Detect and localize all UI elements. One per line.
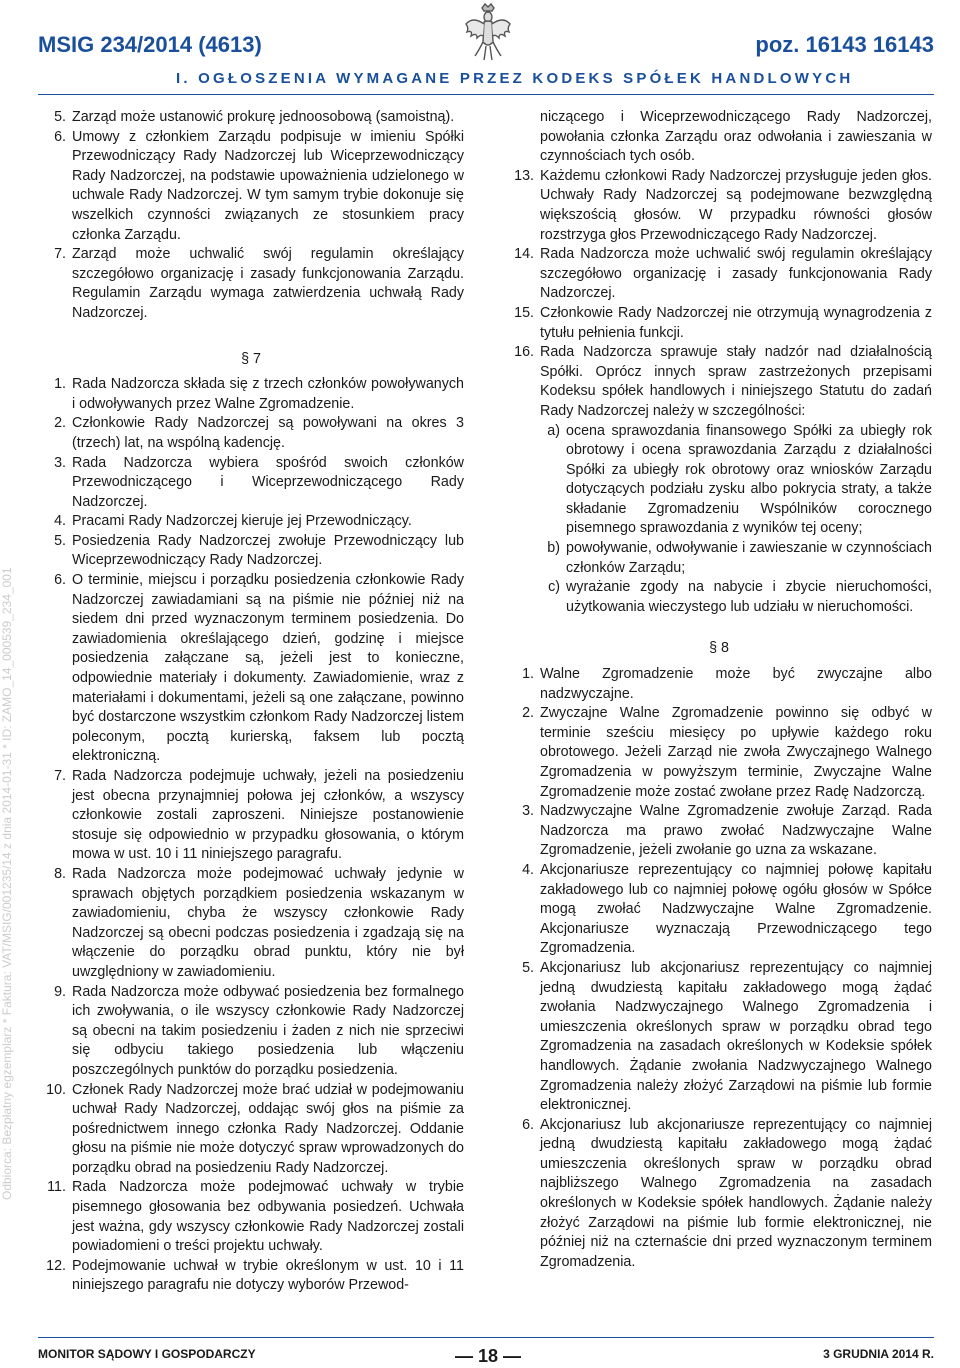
list-item-text: Zarząd może ustanowić prokurę jednoosobową (samoistną). xyxy=(72,109,455,125)
list-item xyxy=(38,983,464,1081)
sub-item-letter: b) xyxy=(547,540,560,557)
list-item-number: 14. xyxy=(514,246,534,263)
list-item-text: Akcjonariusze reprezentujący co najmniej połowę kapitału zakładowego lub co najmniej połowę ogółu głosów w Spółce mogą zwołać Nadzwyczajne Walne Zgromadzenie. Akcjonariusze wyznaczają Przewodniczącego tego Zgromadzenia. xyxy=(540,861,932,957)
list-item-number: 2. xyxy=(54,415,66,432)
list-item-text: niczącego i Wiceprzewodniczącego Rady Nadzorczej, powołania członka Zarządu oraz odwołania i zawieszania w czynnościach tych osób. xyxy=(540,109,932,165)
list-item xyxy=(38,1178,464,1256)
recipient-watermark: Odbiorca: Bezpłatny egzemplarz * Faktura: VAT/MSIG/001235/14 z dnia 2014-01-31 * ID: ZAMO_14_000539_234_001 xyxy=(0,567,14,1200)
list-item xyxy=(38,128,464,246)
paragraph-heading-8: § 8 xyxy=(709,640,729,657)
position-number: poz. 16143 16143 xyxy=(755,32,934,57)
footer-divider xyxy=(38,1337,934,1338)
sub-item-text: ocena sprawozdania finansowego Spółki za ubiegły rok obrotowy i ocena sprawozdania Zarządu z działalności Spółki za ubiegły rok obrotowy oraz wniosków Zarządu dotyczących podziału zysku albo pokrycia straty, a także składanie Zgromadzeniu Wspólników corocznego pisemnego sprawozdania z wyników tej oceny; xyxy=(566,422,932,537)
list-item xyxy=(38,1257,464,1296)
list-item-text: Nadzwyczajne Walne Zgromadzenie zwołuje Zarząd. Rada Nadzorcza ma prawo zwołać Nadzwyczajne Walne Zgromadzenie, jeżeli zwołanie go uzna za wskazane. xyxy=(540,803,932,859)
list-item-text: Posiedzenia Rady Nadzorczej zwołuje Przewodniczący lub Wiceprzewodniczący Rady Nadzorczej. xyxy=(72,532,464,569)
journal-issue: MSIG 234/2014 (4613) xyxy=(38,32,262,57)
list-item-number: 1. xyxy=(54,376,66,393)
list-item-number: 7. xyxy=(54,768,66,784)
right-column xyxy=(506,108,932,1272)
list-item-text: Rada Nadzorcza może uchwalić swój regulamin określający szczegółowo organizację i zasady funkcjonowania Rady Nadzorczej. xyxy=(540,246,932,302)
list-item-text: Każdemu członkowi Rady Nadzorczej przysługuje jeden głos. Uchwały Rady Nadzorczej są podejmowane bezwzględną większością głosów. W przypadku równości głosów rozstrzyga głos Przewodniczącego Rady Nadzorczej. xyxy=(540,167,932,243)
list-item-number: 5. xyxy=(54,532,66,549)
list-item-text: Rada Nadzorcza składa się z trzech członków powoływanych i odwoływanych przez Walne Zgromadzenie. xyxy=(72,376,464,412)
sub-item xyxy=(536,578,932,617)
list-item-continued xyxy=(506,108,932,167)
sub-item-text: powoływanie, odwoływanie i zawieszanie w czynnościach członków Zarządu; xyxy=(566,540,932,576)
sub-item xyxy=(536,422,932,540)
publication-name: MONITOR SĄDOWY I GOSPODARCZY xyxy=(38,1347,256,1361)
list-item xyxy=(38,865,464,983)
list-item-number: 11. xyxy=(47,1179,66,1196)
list-item-text: Rada Nadzorcza sprawuje stały nadzór nad działalnością Spółki. Oprócz innych spraw zastrzeżonych przepisami Kodeksu spółek handlowych i niniejszego Statutu do zadań Rady Nadzorczej należy w szczególności: xyxy=(540,344,932,419)
list-item xyxy=(38,571,464,767)
left-list-a xyxy=(38,108,464,324)
list-item-text: Podejmowanie uchwał w trybie określonym w ust. 10 i 11 niniejszego paragrafu nie dotyczy wyborów Przewod- xyxy=(72,1257,464,1294)
list-item-number: 8. xyxy=(54,865,66,882)
list-item-text: Walne Zgromadzenie może być zwyczajne albo nadzwyczajne. xyxy=(540,666,932,702)
list-item-text: Akcjonariusz lub akcjonariusz reprezentujący co najmniej jedną dwudziestą kapitału zakładowego mogą żądać zwołania Nadzwyczajnego Walnego Zgromadzenia i umieszczenia określonych spraw w porządku obrad tego Zgromadzenia na zasadach określonych w Kodeksie spółek handlowych. Żądanie zwołania Nadzwyczajnego Walnego Zgromadzenia należy złożyć Zarządowi na piśmie lub formie elektronicznej. xyxy=(540,959,932,1114)
list-item-text: O terminie, miejscu i porządku posiedzenia członkowie Rady Nadzorczej zawiadamiani są na piśmie nie później niż na siedem dni przed wyznaczonym terminem posiedzenia. Do zawiadomienia określającego dzień, godzinę i miejsce posiedzenia załączane są, jeżeli jest to konieczne, odpowiednie materiały i dokumenty. Zawiadomienie, wraz z materiałami i dokumentami, jeżeli są one załączane, powinno być dostarczone wszystkim członkom Rady Nadzorczej listem poleconym, pocztą kurierską, faksem lub pocztą elektroniczną. xyxy=(72,572,464,765)
list-item-text: Zarząd może uchwalić swój regulamin określający szczegółowo organizację i zasady funkcjonowania Zarządu. Regulamin Zarządu wymaga zatwierdzenia uchwałą Rady Nadzorczej. xyxy=(72,246,464,321)
list-item xyxy=(506,245,932,304)
list-item-number: 6. xyxy=(522,1116,534,1133)
list-item-number: 5. xyxy=(522,959,534,976)
list-item-number: 13. xyxy=(514,167,534,184)
list-item-text: Zwyczajne Walne Zgromadzenie powinno się odbyć w terminie sześciu miesięcy po upływie każdego roku obrotowego. Jeżeli Zarząd nie zwoła Zwyczajnego Walnego Zgromadzenia w powyższym terminie, Zwyczajne Walne Zgromadzenie może zostać zwołane przez Radę Nadzorczą. xyxy=(540,705,932,800)
list-item-number: 9. xyxy=(54,983,66,1000)
sub-item xyxy=(536,539,932,578)
sub-item-text: wyrażanie zgody na nabycie i zbycie nieruchomości, użytkowania wieczystego lub udziału w nieruchomości. xyxy=(566,579,932,615)
list-item xyxy=(506,959,932,1116)
right-list-a xyxy=(506,167,932,422)
list-item xyxy=(38,1081,464,1179)
list-item-text: Rada Nadzorcza może podejmować uchwały w trybie pisemnego głosowania bez odbywania posiedzeń. Uchwała jest ważna, gdy wszyscy członkowie Rady Nadzorczej zostali powiadomieni o treści projektu uchwały. xyxy=(72,1179,464,1255)
list-item-number: 4. xyxy=(54,513,66,530)
paragraph-heading-7: § 7 xyxy=(241,350,261,367)
list-item-text: Członkowie Rady Nadzorczej są powoływani na okres 3 (trzech) lat, na wspólną kadencję. xyxy=(72,415,464,451)
list-item-text: Członek Rady Nadzorczej może brać udział w podejmowaniu uchwał Rady Nadzorczej, oddając swój głos na piśmie za pośrednictwem innego członka Rady Nadzorczej. Oddanie głosu na piśmie nie może dotyczyć spraw wprowadzonych do porządku obrad na posiedzeniu Rady Nadzorczej. xyxy=(72,1081,464,1176)
list-item xyxy=(38,454,464,513)
list-item xyxy=(506,304,932,343)
list-item-number: 16. xyxy=(514,344,534,361)
list-item xyxy=(38,108,464,128)
sub-item-letter: a) xyxy=(547,422,560,439)
list-item-text: Rada Nadzorcza wybiera spośród swoich członków Przewodniczącego i Wiceprzewodniczącego Rady Nadzorczej. xyxy=(72,454,464,510)
polish-eagle-emblem xyxy=(463,2,513,62)
list-item xyxy=(38,532,464,571)
list-item-number: 12. xyxy=(46,1257,66,1274)
list-item-number: 3. xyxy=(522,803,534,820)
list-item xyxy=(506,802,932,861)
header-divider xyxy=(38,94,934,95)
list-item-number: 4. xyxy=(522,861,534,878)
page-number: — 18 — xyxy=(454,1346,522,1366)
list-item-number: 7. xyxy=(54,246,66,263)
list-item-number: 10. xyxy=(46,1081,66,1098)
list-item-text: Umowy z członkiem Zarządu podpisuje w imieniu Spółki Przewodniczący Rady Nadzorczej lub Wiceprzewodniczący Rady Nadzorczej, na podstawie upoważnienia udzielonego w uchwale Rady Nadzorczej. W tym samym trybie dokonuje się wszelkich czynności związanych ze stosunkiem pracy członka Zarządu. xyxy=(72,128,464,243)
sub-item-letter: c) xyxy=(548,579,560,596)
left-list-b xyxy=(38,375,464,1296)
right-sublist xyxy=(506,422,932,618)
list-item-number: 2. xyxy=(522,705,534,722)
list-item-text: Rada Nadzorcza może odbywać posiedzenia bez formalnego ich zwoływania, o ile wszyscy członkowie Rady Nadzorczej są obecni na takim posiedzeniu i żaden z nich nie sprzeciwi się odbyciu takiego posiedzenia lub włączeniu poszczególnych punktów do porządku posiedzenia. xyxy=(72,983,464,1078)
list-item-text: Rada Nadzorcza podejmuje uchwały, jeżeli na posiedzeniu jest obecna przynajmniej połowa jej członków, a wszyscy członkowie zostali zaproszeni. Niniejsze postanowienie stosuje się odpowiednio w przypadku głosowania, o którym mowa w ust. 10 i 11 niniejszego paragrafu. xyxy=(72,768,464,863)
list-item-text: Rada Nadzorcza może podejmować uchwały jedynie w sprawach objętych porządkiem posiedzenia wskazanym w zawiadomieniu, chyba że wszyscy członkowie Rady Nadzorczej są obecni podczas posiedzenia i zgadzają się na włączenie do porządku obrad punktu, który nie był uwzględniony w zawiadomieniu. xyxy=(72,865,464,980)
list-item xyxy=(506,343,932,421)
list-item xyxy=(506,665,932,704)
list-item-number: 15. xyxy=(514,304,534,321)
right-list-b xyxy=(506,665,932,1272)
list-item xyxy=(38,767,464,865)
list-item-number: 3. xyxy=(54,454,66,471)
list-item xyxy=(506,167,932,245)
list-item-number: 1. xyxy=(522,666,534,683)
list-item-text: Pracami Rady Nadzorczej kieruje jej Przewodniczący. xyxy=(72,513,412,530)
list-item-text: Członkowie Rady Nadzorczej nie otrzymują wynagrodzenia z tytułu pełnienia funkcji. xyxy=(540,304,932,341)
list-item xyxy=(38,245,464,323)
list-item xyxy=(506,1116,932,1273)
list-item-number: 6. xyxy=(54,572,66,589)
list-item xyxy=(506,704,932,802)
publication-date: 3 GRUDNIA 2014 R. xyxy=(823,1347,934,1361)
list-item xyxy=(38,414,464,453)
left-column xyxy=(38,108,464,1296)
list-item-text: Akcjonariusz lub akcjonariusze reprezentujący co najmniej jedną dwudziestą kapitału zakładowego mogą żądać umieszczenia określonych spraw w porządku obrad najbliższego Walnego Zgromadzenia na zasadach określonych w Kodeksie spółek handlowych. Żądanie należy złożyć Zarządowi na piśmie lub formie elektronicznej, nie później niż na czternaście dni przed wyznaczonym terminem Zgromadzenia. xyxy=(540,1116,932,1270)
list-item-number: 6. xyxy=(54,128,66,145)
section-title: I. OGŁOSZENIA WYMAGANE PRZEZ KODEKS SPÓŁEK HANDLOWYCH xyxy=(176,70,854,87)
list-item xyxy=(506,861,932,959)
list-item-number: 5. xyxy=(54,109,66,125)
list-item xyxy=(38,375,464,414)
list-item xyxy=(38,512,464,532)
